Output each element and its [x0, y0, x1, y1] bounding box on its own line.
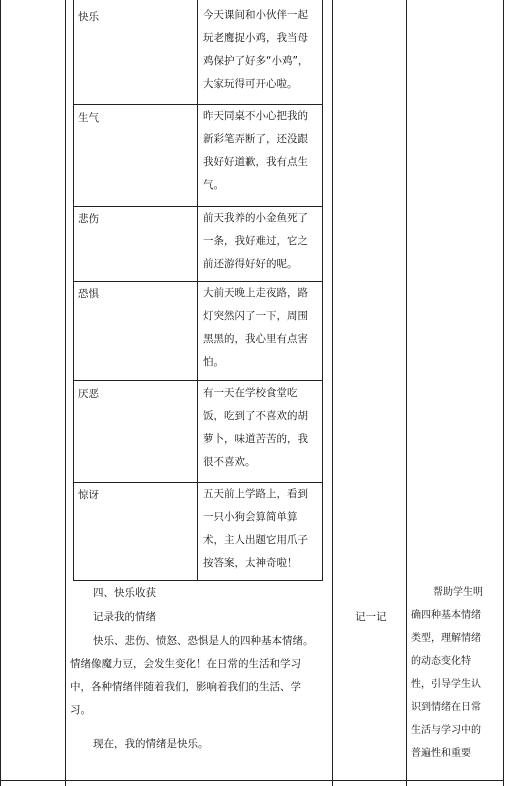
intent-line: 帮助学生明: [433, 587, 483, 598]
bottom-border: [0, 780, 504, 781]
emotion-description: [203, 483, 308, 575]
description-line: 我好好道歉，我有点生: [203, 156, 308, 168]
emotion-description: [203, 4, 308, 96]
description-line: 鸡保护了好多“小鸡”，: [203, 55, 309, 67]
description-line: 五天前上学路上，看到: [203, 488, 308, 500]
design-intent: [411, 581, 483, 765]
emotion-label: 恐惧: [78, 288, 99, 300]
inner-table-left: [73, 0, 74, 580]
inner-row-line: [73, 380, 323, 381]
emotion-label: 快乐: [78, 11, 99, 23]
description-line: 按答案，太神奇啦！: [203, 557, 298, 569]
column-divider-3: [406, 0, 407, 786]
description-line: 术，主人出题它用爪子: [203, 534, 308, 546]
column-divider-2: [332, 0, 333, 786]
inner-table-bottom: [73, 580, 323, 581]
section-subheading: 记录我的情绪: [93, 611, 156, 623]
description-line: 新彩笔弄断了，还没跟: [203, 133, 308, 145]
description-line: 大前天晚上走夜路，路: [203, 287, 308, 299]
description-line: 大家玩得可开心啦。: [203, 78, 298, 90]
description-line: 很不喜欢。: [203, 456, 256, 468]
emotion-description: [203, 282, 308, 374]
emotion-label: 悲伤: [78, 213, 99, 225]
emotion-label: 惊讶: [78, 489, 99, 501]
description-line: 灯突然闪了一下，周围: [203, 310, 308, 322]
intent-line: 类型，理解情绪: [411, 633, 481, 644]
description-line: 昨天同桌不小心把我的: [203, 110, 308, 122]
description-line: 玩老鹰捉小鸡，我当母: [203, 32, 308, 44]
description-line: 有一天在学校食堂吃: [203, 387, 298, 399]
outer-right-border: [503, 0, 504, 786]
outer-left-border: [0, 0, 1, 786]
emotion-description: [203, 207, 308, 276]
inner-table-right: [322, 0, 323, 580]
intent-line: 的动态变化特: [411, 656, 471, 667]
description-line: 今天课间和小伙伴一起: [203, 9, 308, 21]
description-line: 气。: [203, 179, 224, 191]
description-line: 一只小狗会算简单算: [203, 511, 298, 523]
section-paragraph: [70, 630, 314, 722]
description-line: 饭，吃到了不喜欢的胡: [203, 410, 308, 422]
paragraph-line: 习。: [70, 704, 91, 716]
intent-line: 普遍性和重要: [411, 748, 471, 759]
intent-line: 识到情绪在日常: [411, 702, 481, 713]
current-emotion-line: 现在，我的情绪是快乐。: [93, 738, 209, 750]
emotion-label: 生气: [78, 112, 99, 124]
column-divider-1: [65, 0, 66, 786]
description-line: 黑黑的，我心里有点害: [203, 333, 308, 345]
emotion-description: [203, 382, 308, 474]
description-line: 萝卜，味道苦苦的，我: [203, 433, 308, 445]
activity-label: 记一记: [355, 611, 387, 623]
emotion-label: 厌恶: [78, 388, 99, 400]
description-line: 前天我养的小金鱼死了: [203, 212, 308, 224]
description-line: 一条，我好难过，它之: [203, 235, 308, 247]
intent-line: 性，引导学生认: [411, 679, 481, 690]
paragraph-line: 情绪像魔力豆，会发生变化！在日常的生活和学习: [70, 658, 301, 670]
description-line: 怕。: [203, 356, 224, 368]
paragraph-line: 快乐、悲伤、愤怒、恐惧是人的四种基本情绪。: [93, 635, 314, 647]
section-heading: 四、快乐收获: [93, 587, 156, 599]
description-line: 前还游得好好的呢。: [203, 258, 298, 270]
intent-line: 生活与学习中的: [411, 725, 481, 736]
inner-table-divider: [197, 0, 198, 580]
paragraph-line: 中，各种情绪伴随着我们，影响着我们的生活、学: [70, 681, 301, 693]
intent-line: 确四种基本情绪: [411, 610, 481, 621]
emotion-description: [203, 105, 308, 197]
